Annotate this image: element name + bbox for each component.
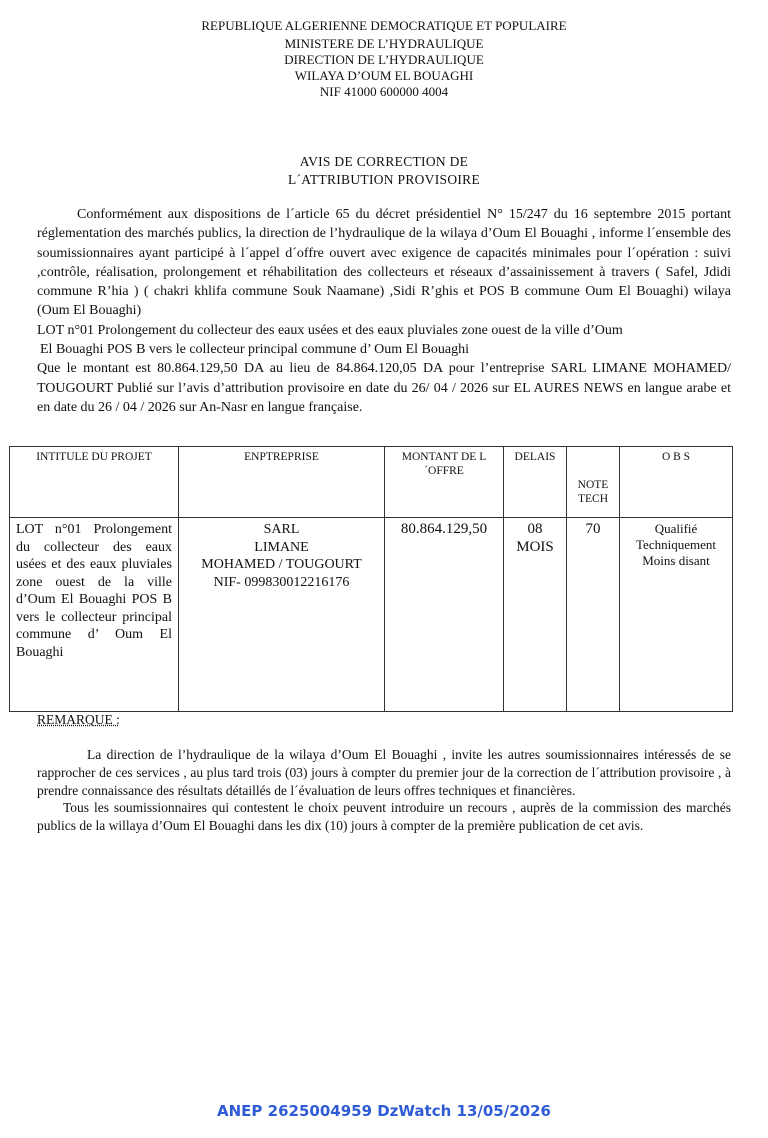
body-lot-line-2: El Bouaghi POS B vers le collecteur principal commune d’ Oum El Bouaghi <box>40 342 469 358</box>
header-ministry: MINISTERE DE L’HYDRAULIQUE <box>284 36 484 51</box>
cell-note: 70 <box>567 518 620 712</box>
notice-body <box>37 205 731 417</box>
col-header-entreprise: ENPTREPRISE <box>179 447 385 518</box>
cell-entreprise <box>179 518 385 712</box>
header-direction: DIRECTION DE L’HYDRAULIQUE <box>284 52 484 67</box>
obs-line-1: Qualifié <box>654 521 698 536</box>
col-header-projet: INTITULE DU PROJET <box>10 447 179 518</box>
col-header-delais: DELAIS <box>504 447 567 518</box>
attribution-table <box>9 446 733 712</box>
cell-projet: LOT n°01 Prolongement du collecteur des eaux usées et des eaux pluviales zone ouest de la ville d’Oum El Bouaghi POS B vers le collecteur principal commune d’ Oum El Bouaghi <box>10 518 179 712</box>
footer-watermark: ANEP 2625004959 DzWatch 13/05/2026 <box>217 1102 551 1120</box>
entreprise-line-2: LIMANE <box>254 539 309 555</box>
col-header-note: NOTE TECH <box>567 447 620 518</box>
document-header <box>0 18 768 100</box>
header-wilaya: WILAYA D’OUM EL BOUAGHI <box>294 68 474 83</box>
table-header-row <box>10 447 733 518</box>
body-paragraph-amount: Que le montant est 80.864.129,50 DA au lieu de 84.864.120,05 DA pour l’entreprise SARL LIMANE MOHAMED/ TOUGOURT Publié sur l’avis d’attribution provisoire en date du 26/ 04 / 2026 sur EL AURES NEWS en langue arabe et en date du 26 / 04 / 2026 sur An-Nasr en langue française. <box>37 361 731 415</box>
delais-value: 08 <box>527 521 543 537</box>
obs-line-3: Moins disant <box>642 553 710 568</box>
remarks-section <box>37 746 731 835</box>
title-line-2: L´ATTRIBUTION PROVISOIRE <box>287 172 481 187</box>
entreprise-line-3: MOHAMED / TOUGOURT <box>201 557 362 572</box>
body-paragraph-intro: Conformément aux dispositions de l´article 65 du décret présidentiel N° 15/247 du 16 septembre 2015 portant réglementation des marchés publics, la direction de l’hydraulique de la wilaya d’Oum El Bouaghi , informe l´ensemble des soumissionnaires ayant participé à l´appel d´offre ouvert avec exigence de capacités minimales pour l´opération : suivi ,contrôle, réalisation, prolongement et réhabilitation des collecteurs et réseaux d’assainissement à travers ( Safel, Jdidi commune R’hia ) ( chakri khlifa commune Souk Naamane) ,Sidi R’ghis et POS B commune Oum El Bouaghi) wilaya (Oum El Bouaghi) <box>37 207 731 319</box>
entreprise-line-4: NIF- 099830012216176 <box>213 574 350 590</box>
entreprise-line-1: SARL <box>263 522 300 537</box>
col-header-montant: MONTANT DE L´OFFRE <box>385 447 504 518</box>
remarks-paragraph-1: La direction de l’hydraulique de la wilaya d’Oum El Bouaghi , invite les autres soumissionnaires intéressés de se rapprocher de ces services , au plus tard trois (03) jours à compter du premier jour de la correction de l´attribution provisoire , à prendre connaissance des résultats détaillés de l´évaluation de leurs offres techniques et financières. <box>37 747 731 798</box>
delais-unit: MOIS <box>516 538 554 555</box>
notice-title <box>0 153 768 189</box>
cell-montant: 80.864.129,50 <box>385 518 504 712</box>
remarque-label: REMARQUE : <box>37 712 120 727</box>
col-header-obs: O B S <box>620 447 733 518</box>
header-nif: NIF 41000 600000 4004 <box>319 84 449 99</box>
cell-obs <box>620 518 733 712</box>
title-line-1: AVIS DE CORRECTION DE <box>299 154 469 169</box>
body-lot-line-1: LOT n°01 Prolongement du collecteur des eaux usées et des eaux pluviales zone ouest de la ville d’Oum <box>37 322 623 338</box>
table-row <box>10 518 733 712</box>
cell-delais <box>504 518 567 712</box>
remarks-paragraph-2: Tous les soumissionnaires qui contestent le choix peuvent introduire un recours , auprès de la commission des marchés publics de la willaya d’Oum El Bouaghi dans les dix (10) jours à compter de la première publication de cet avis. <box>37 800 731 834</box>
obs-line-2: Techniquement <box>636 537 716 552</box>
header-republic: REPUBLIQUE ALGERIENNE DEMOCRATIQUE ET POPULAIRE <box>201 18 567 33</box>
